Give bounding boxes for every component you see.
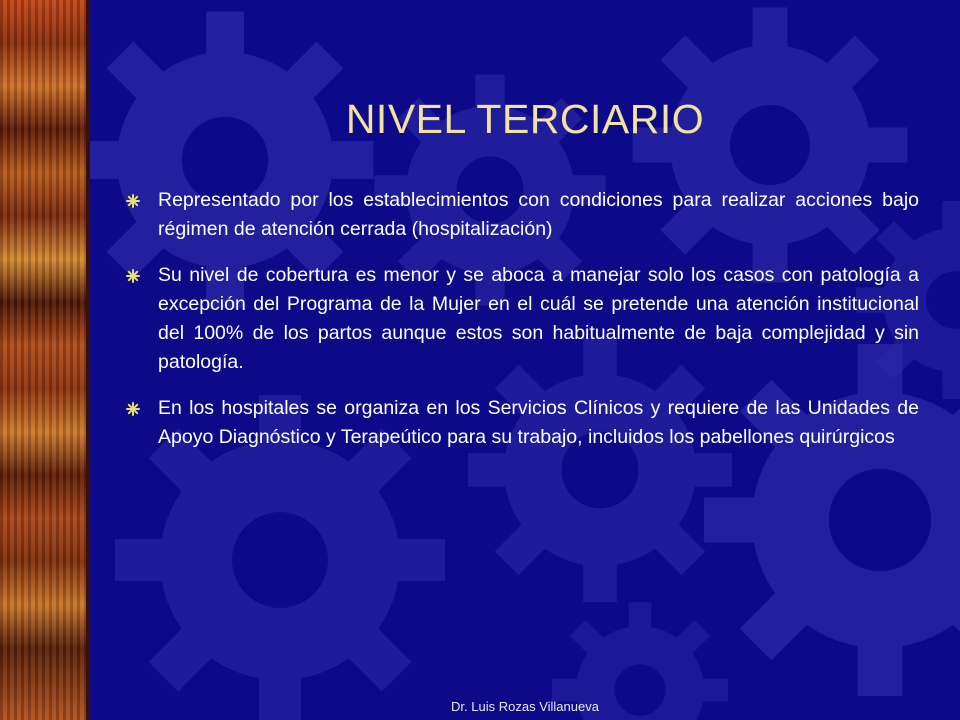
bullet-list — [124, 186, 919, 469]
bullet-text: Representado por los establecimientos con condiciones para realizar acciones bajo régimen de atención cerrada (hospitalización) — [158, 189, 919, 240]
bullet-item — [124, 261, 919, 377]
decorative-left-band-texture — [0, 0, 88, 720]
sunburst-bullet-icon — [126, 269, 140, 283]
slide-title: NIVEL TERCIARIO — [345, 96, 705, 142]
footer-author: Dr. Luis Rozas Villanueva — [451, 699, 599, 714]
sunburst-bullet-icon — [126, 194, 140, 208]
bullet-text: Su nivel de cobertura es menor y se aboca a manejar solo los casos con patología a excepción del Programa de la Mujer en el cuál se pretende una atención institucional del 100% de los partos aunque estos son habitualmente de baja complejidad y sin patología. — [158, 264, 919, 373]
bullet-text: En los hospitales se organiza en los Servicios Clínicos y requiere de las Unidades de Apoyo Diagnóstico y Terapeútico para su trabajo, incluidos los pabellones quirúrgicos — [158, 397, 919, 448]
bullet-item — [124, 186, 919, 244]
sunburst-bullet-icon — [126, 402, 140, 416]
bullet-item — [124, 394, 919, 452]
